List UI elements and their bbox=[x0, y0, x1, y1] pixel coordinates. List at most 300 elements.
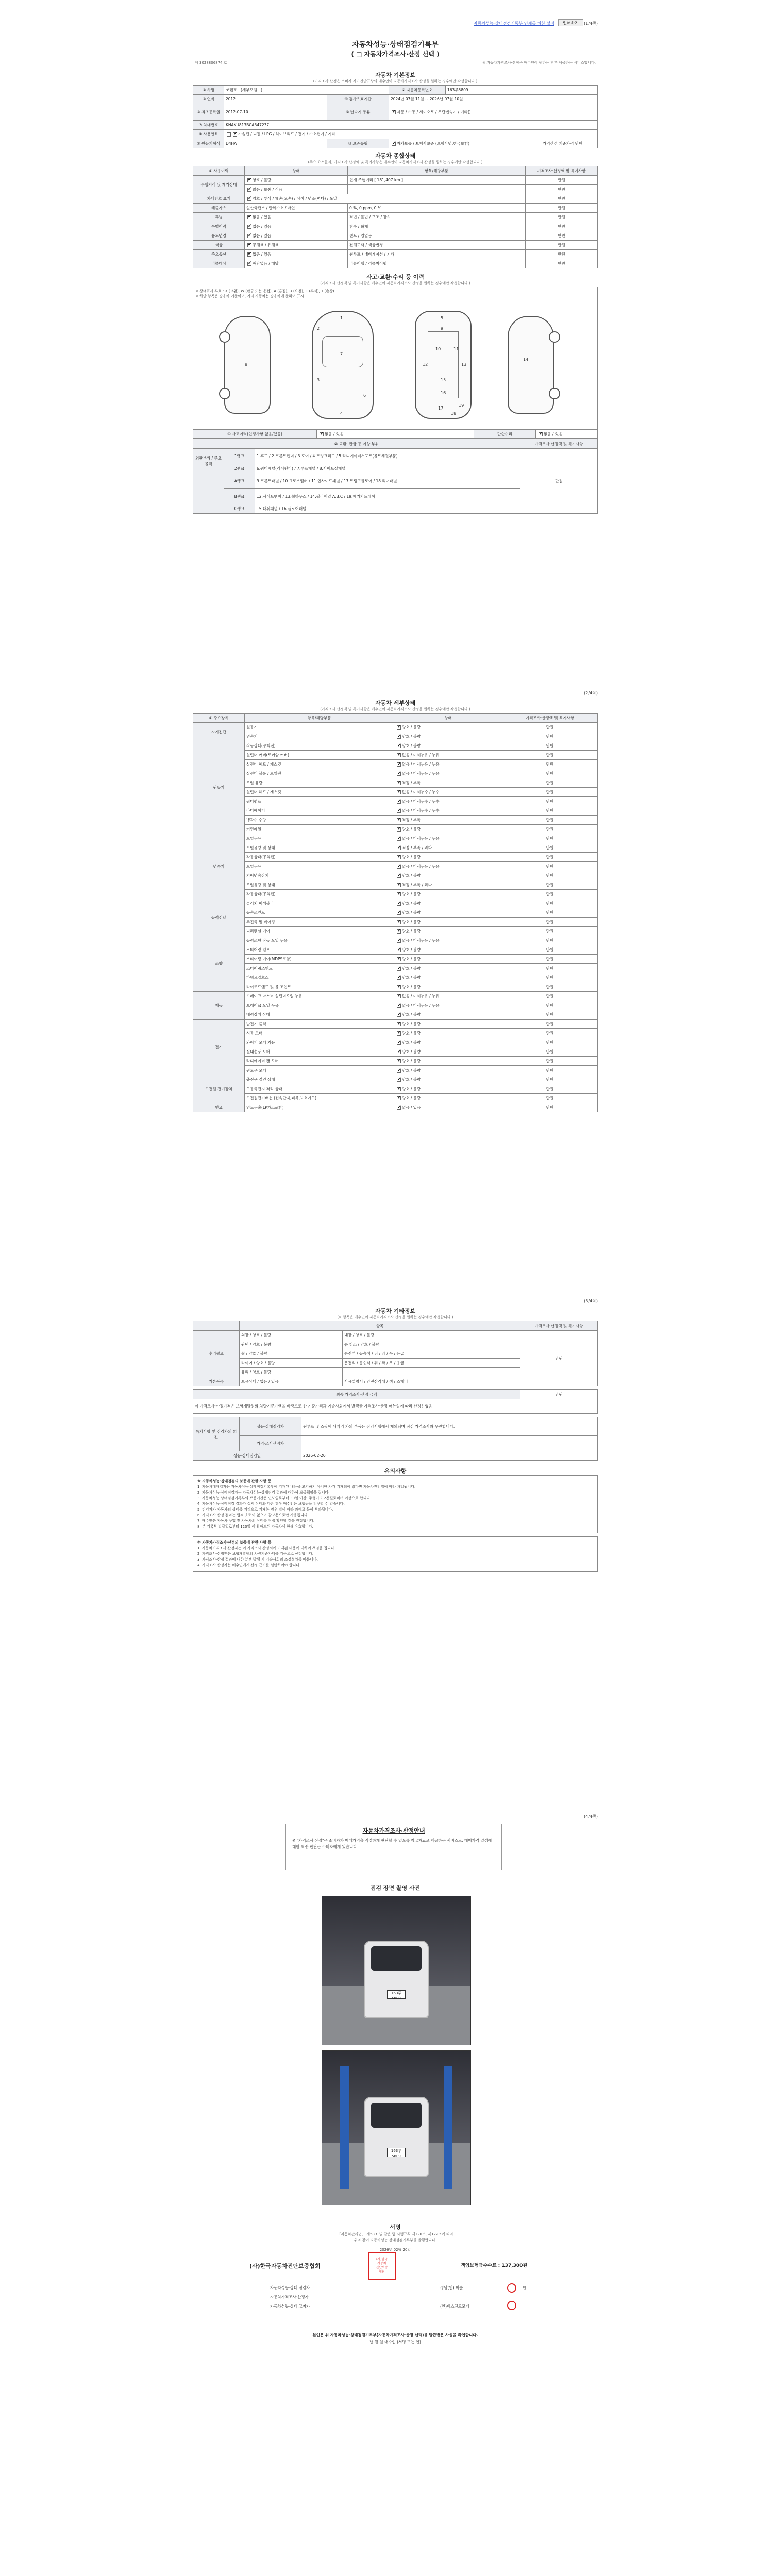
status-checkbox[interactable] bbox=[397, 1106, 401, 1110]
status-checkbox[interactable] bbox=[397, 846, 401, 850]
status-row: 용도변경 ✔ 없음 / 있음 렌트 / 영업용 만원 bbox=[193, 231, 598, 241]
status-row: 주행거리 및 계기상태 ✔양호 / 불량 현재 주행거리 [ 181,407 km ] 만원 bbox=[193, 176, 598, 185]
status-checkbox[interactable] bbox=[397, 827, 401, 832]
status-checkbox[interactable] bbox=[397, 1096, 401, 1100]
detail-item-status: ✔ 없음 / 미세누수 / 누수 bbox=[394, 788, 502, 797]
status-checkbox[interactable] bbox=[397, 1022, 401, 1026]
status-checkbox[interactable] bbox=[397, 892, 401, 896]
notes-title: 유의사항 bbox=[384, 1468, 407, 1475]
detail-item-status: ✔ 양호 / 불량 bbox=[394, 1066, 502, 1075]
car-side-right bbox=[508, 316, 554, 414]
notice-price: ※ 자동차가격조사·산정의 보증에 관한 사항 등 1. 자동차가격조사·산정자는 이 가격조사·산정서에 기재된 내용에 대하여 책임을 집니다. 2. 가격조사·산정액은 보험개발원의 차량기준가액을 기준으로 산정합니다. 3. 가격조사·산정 결과에 대한 분쟁 발생 시 기술사회의 조정절차를 따릅니다. 4. 가격조사·산정자는 매수인에게 산정 근거를 설명하여야 합니다. bbox=[193, 1536, 598, 1572]
detail-item-price: 만원 bbox=[502, 899, 598, 908]
status-checkbox[interactable] bbox=[397, 772, 401, 776]
receipt-sign-line: 년 월 일 매수인 (서명 또는 인) bbox=[369, 2340, 421, 2344]
detail-group-label: 제동 bbox=[193, 992, 245, 1020]
status-checkbox[interactable] bbox=[397, 883, 401, 887]
detail-item-label: 오일 유량 bbox=[245, 778, 394, 788]
car-frame-inner bbox=[428, 331, 459, 398]
other-row: 광택 / 양호 / 불량 룸 청소 / 양호 / 불량 bbox=[193, 1340, 598, 1349]
detail-item-price: 만원 bbox=[502, 1075, 598, 1084]
detail-row bbox=[193, 825, 598, 834]
status-row: 배출가스 일산화탄소 / 탄화수소 / 매연 0 %, 0 ppm, 0 % 만원 bbox=[193, 204, 598, 213]
detail-row bbox=[193, 1010, 598, 1020]
detail-row bbox=[193, 880, 598, 890]
detail-item-status: ✔ 없음 / 있음 bbox=[394, 1103, 502, 1112]
detail-item-price: 만원 bbox=[502, 797, 598, 806]
other-row: 기본품목 보유상태 / 없음 / 있음 사용설명서 / 안전삼각대 / 잭 / 스패너 bbox=[193, 1377, 598, 1386]
detail-item-price: 만원 bbox=[502, 834, 598, 843]
detail-item-price: 만원 bbox=[502, 788, 598, 797]
detail-item-label: 작동상태(공회전) bbox=[245, 890, 394, 899]
detail-item-price: 만원 bbox=[502, 723, 598, 732]
vin: KNAKU813BCA347237 bbox=[224, 121, 598, 130]
detail-item-status: ✔ 없음 / 미세누유 / 누유 bbox=[394, 992, 502, 1001]
detail-row bbox=[193, 992, 598, 1001]
detail-item-label: 클러치 어셈블리 bbox=[245, 899, 394, 908]
status-checkbox[interactable] bbox=[397, 1069, 401, 1073]
status-checkbox[interactable] bbox=[397, 1004, 401, 1008]
detail-item-status: ✔ 양호 / 불량 bbox=[394, 732, 502, 741]
detail-row bbox=[193, 769, 598, 778]
detail-group-label: 연료 bbox=[193, 1103, 245, 1112]
status-checkbox[interactable] bbox=[397, 948, 401, 952]
detail-item-status: ✔ 양호 / 불량 bbox=[394, 825, 502, 834]
detail-row bbox=[193, 1047, 598, 1057]
detail-row bbox=[193, 862, 598, 871]
status-checkbox[interactable] bbox=[397, 911, 401, 915]
status-checkbox[interactable] bbox=[397, 809, 401, 813]
status-row: ✔많음 / 보통 / 적음 만원 bbox=[193, 185, 598, 194]
detail-item-label: 라디에이터 팬 모터 bbox=[245, 1057, 394, 1066]
label-reg-number: ② 자동차등록번호 bbox=[389, 86, 446, 95]
detail-item-label: 라디에이터 bbox=[245, 806, 394, 816]
detail-item-label: 동력조향 작동 오일 누유 bbox=[245, 936, 394, 945]
detail-row bbox=[193, 982, 598, 992]
damage-parts-table: ② 교환, 판금 등 이상 부위 가격조사·산정액 및 특기사항 외판부위 / 주요골격 1랭크 1.후드 / 2.프론트펜더 / 3.도어 / 4.트렁크리드 / 5.라디에이터서포트(볼트체결부품) 만원 2랭크 6.쿼터패널(리어펜더) / 7.루프패널 / 8.사이드실패널 A랭크 9.프론트패널 / 10.크로스멤버 / 11.인사이드패널 / 17.트렁크플로어 / 18.리어패널 B랭크 12.사이드멤버 / 13.휠하우스 / 14.필러패널 A,B,C / 19.패키지트레이 C랭크 15.대쉬패널 / 16.플로어패널 bbox=[193, 439, 598, 514]
detail-item-price: 만원 bbox=[502, 862, 598, 871]
detail-item-price: 만원 bbox=[502, 992, 598, 1001]
detail-row bbox=[193, 1066, 598, 1075]
detail-item-label: 디퍼렌셜 기어 bbox=[245, 927, 394, 936]
detail-item-label: 와이퍼 모터 기능 bbox=[245, 1038, 394, 1047]
status-checkbox[interactable] bbox=[397, 929, 401, 934]
detail-item-label: 실린더 헤드 / 개스킷 bbox=[245, 788, 394, 797]
detail-row bbox=[193, 1020, 598, 1029]
accident-history-label: ① 사고이력(인정사항 없음/있음) bbox=[193, 430, 317, 439]
other-info-title: 자동차 기타정보 bbox=[375, 1308, 416, 1314]
detail-item-price: 만원 bbox=[502, 778, 598, 788]
status-checkbox[interactable] bbox=[397, 920, 401, 924]
detail-row bbox=[193, 788, 598, 797]
detail-item-status: ✔ 양호 / 불량 bbox=[394, 723, 502, 732]
status-checkbox[interactable] bbox=[397, 874, 401, 878]
detail-item-price: 만원 bbox=[502, 806, 598, 816]
document-subtitle: ( □ 자동차가격조사·산정 선택 ) bbox=[351, 50, 440, 58]
detail-item-status: ✔ 양호 / 불량 bbox=[394, 964, 502, 973]
company-stamp-icon: (사)한국 자동차 진단보증 협회 bbox=[368, 2252, 396, 2280]
detail-item-label: 커먼레일 bbox=[245, 825, 394, 834]
detail-item-status: ✔ 양호 / 불량 bbox=[394, 899, 502, 908]
status-checkbox[interactable] bbox=[397, 985, 401, 989]
detail-group-label: 고전원 전기장치 bbox=[193, 1075, 245, 1103]
detail-item-label: 스티어링 기어(MDPS포함) bbox=[245, 955, 394, 964]
detail-item-status: ✔ 양호 / 불량 bbox=[394, 1029, 502, 1038]
status-checkbox[interactable] bbox=[397, 967, 401, 971]
print-settings-link[interactable]: 자동차성능·상태점검기록부 인쇄를 위한 설정 bbox=[473, 21, 554, 26]
signer-labels: 자동차성능·상태 점검자 자동차가격조사·산정자 자동차성능·상태 고지자 bbox=[270, 2285, 310, 2309]
detail-row bbox=[193, 964, 598, 973]
detail-row bbox=[193, 927, 598, 936]
status-row: 튜닝 ✔ 없음 / 있음 적법 / 불법 / 구조 / 장치 만원 bbox=[193, 213, 598, 222]
detail-group-label: 변속기 bbox=[193, 834, 245, 899]
detail-item-price: 만원 bbox=[502, 880, 598, 890]
detail-item-status: ✔ 양호 / 불량 bbox=[394, 1084, 502, 1094]
detail-item-status: ✔ 없음 / 미세누유 / 누유 bbox=[394, 936, 502, 945]
detail-item-price: 만원 bbox=[502, 741, 598, 751]
detail-row bbox=[193, 741, 598, 751]
accident-history-table: ① 사고이력(인정사항 없음/있음) ✔ 없음 / 있음 단순수리 ✔ 없음 / 있음 bbox=[193, 429, 598, 439]
status-checkbox[interactable] bbox=[397, 753, 401, 757]
status-checkbox[interactable] bbox=[397, 790, 401, 794]
detail-item-status: ✔ 없음 / 미세누유 / 누유 bbox=[394, 760, 502, 769]
detail-item-label: 변속기 bbox=[245, 732, 394, 741]
overall-status-note: (주요 요소들과, 가격조사·산정액 및 특기사항은 매수인이 자동차가격조사·산정을 원하는 경우에만 작성합니다.) bbox=[308, 160, 483, 164]
base-price: 가격산정 기준가격 만원 bbox=[541, 139, 598, 148]
status-checkbox[interactable] bbox=[397, 725, 401, 730]
detail-item-price: 만원 bbox=[502, 871, 598, 880]
signer-names: 정남(인) 이순 (인)비스랜드모터 bbox=[440, 2285, 469, 2309]
detail-item-label: 등속조인트 bbox=[245, 908, 394, 918]
detail-row bbox=[193, 1029, 598, 1038]
transmission-options: ✔ 자동 / 수동 / 세미오토 / 무단변속기 / 기타() bbox=[389, 104, 598, 121]
status-checkbox[interactable] bbox=[397, 1078, 401, 1082]
detail-row bbox=[193, 751, 598, 760]
detail-item-status: ✔ 양호 / 불량 bbox=[394, 1057, 502, 1066]
status-checkbox[interactable] bbox=[397, 1059, 401, 1063]
detail-item-price: 만원 bbox=[502, 760, 598, 769]
detail-item-status: ✔ 양호 / 불량 bbox=[394, 908, 502, 918]
page-3: (3/4쪽) 자동차 기타정보 (※ 항목은 매수인이 자동차가격조사·산정을 원하는 경우에만 작성합니다.) 항목 가격조사·산정액 및 특기사항 수리필요 외장 / 양호 / 불량 내장 / 양호 / 불량 만원 광택 / 양호 / 불량 룸 청소 / 양호 / 불량 휠 / 양호 / 불량 운전석 / 동승석 / 뒤 / 좌 / 우 / 응급 타이어 / 양호 / 불량 운전석 / 동승석 / 뒤 / 좌 / 우 / 응급 유리 / 양호 / 불량 기본품목 보유상태 / 없음 / 있음 사용설명서 / 안전삼각대 / 잭 / 스패너 최종 가격조사·산정 금액 만원 이 가격조사·산정가격은 보험개발원의 차량기준가액을 바탕으로 한 기준가격과 기술사회에서 발행한 가격조사·산정 매뉴얼에 따라 산정하였음 특기사항 및 점검자의 의견 성능·상태점검자 썬루프 및 스팟에 뒤짝리 가의 부품은 점검시행에서 제외되며 점검 가격조사와 무관합니다. 가격·조사산정자 성능·상태점검일 2026-02-20 유의사항 ※ 자동차성능·상태점검의 보증에 관한 사항 등 1. 자동차매매업자는 자동차성능·상태점검기록부에 기재된 내용을 고지하지 아니한 자가 기재되어 있다면 자동차관리법에 따라 처벌됩니다. 2. 자동차성능·상태점검자는 자동차성능·상태점검 결과에 대하여 보증책임을 집니다. 3. 자동차성능·상태점검기록부의 보증기간은 인도일로부터 30일 이상, 주행거리 2천킬로미터 이상으로 합니다. 4. 자동차성능·상태점검 결과가 실제 상태와 다른 경우 매수인은 보험금을 청구할 수 있습니다. 5. 점검자가 자동차의 상태를 거짓으로 기재한 경우 법에 따라 과태료 등이 부과됩니다. 6. 가격조사·산정 결과는 법적 효력이 없으며 참고용으로만 사용됩니다. 7. 매수인은 자동차 구입 전 자동차의 상태를 직접 확인할 것을 권장합니다. 8. 본 기록부 발급일로부터 120일 이내 매도된 자동차에 한해 유효합니다. ※ 자동차가격조사·산정의 보증에 관한 사항 등 1. 자동차가격조사·산정자는 이 가격조사·산정서에 기재된 내용에 대하여 책임을 집니다. 2. 가격조사·산정액은 보험개발원의 차량기준가액을 기준으로 산정합니다. 3. 가격조사·산정 결과에 대한 분쟁 발생 시 기술사회의 조정절차를 따릅니다. 4. 가격조사·산정자는 매수인에게 산정 근거를 설명하여야 합니다. bbox=[193, 1298, 598, 1793]
accident-legend: ※ 상태표시 부호 : X (교환), W (판금 또는 용접), A (흠집), U (요철), C (부식), T (손상) bbox=[195, 289, 334, 293]
detail-row bbox=[193, 945, 598, 955]
receipt-confirmation: 본인은 위 자동차성능·상태점검기록부(자동차가격조사·산정 선택)를 발급받은 사실을 확인합니다. bbox=[193, 2329, 598, 2338]
license-plate: 163루5809 bbox=[387, 1990, 406, 1999]
detail-row bbox=[193, 1001, 598, 1010]
detail-item-status: ✔ 양호 / 불량 bbox=[394, 927, 502, 936]
detail-item-price: 만원 bbox=[502, 918, 598, 927]
detail-title: 자동차 세부상태 bbox=[375, 700, 416, 706]
final-price-title: 최종 가격조사·산정 금액 bbox=[193, 1390, 520, 1399]
detail-item-price: 만원 bbox=[502, 890, 598, 899]
detail-item-label: 브레이크 마스터 실린더오일 누유 bbox=[245, 992, 394, 1001]
detail-item-price: 만원 bbox=[502, 1084, 598, 1094]
other-row: 유리 / 양호 / 불량 bbox=[193, 1368, 598, 1377]
detail-group-label: 자기진단 bbox=[193, 723, 245, 741]
fuel-options: ✔ 가솔린 / 디젤 / LPG / 하이브리드 / 전기 / 수소전기 / 기타 bbox=[224, 130, 598, 139]
wheel-icon bbox=[219, 331, 230, 343]
detail-item-label: 실린더 커버(로커암 커버) bbox=[245, 751, 394, 760]
detail-item-price: 만원 bbox=[502, 982, 598, 992]
page-number: (1/4쪽) bbox=[584, 21, 598, 26]
basic-info-note: (가격조사·산정은 소비자 자가진단표상의 매수인이 자동차가격조사·산정을 원하는 경우에만 작성합니다.) bbox=[313, 79, 478, 83]
detail-note: (가격조사·산정액 및 특기사항은 매수인이 자동차가격조사·산정을 원하는 경우에만 작성합니다.) bbox=[320, 707, 470, 711]
detail-item-price: 만원 bbox=[502, 945, 598, 955]
status-row: 주요옵션 ✔ 없음 / 있음 썬루프 / 네비게이션 / 기타 만원 bbox=[193, 250, 598, 259]
detail-row bbox=[193, 797, 598, 806]
detail-group-label: 전기 bbox=[193, 1020, 245, 1075]
detail-item-status: ✔ 없음 / 미세누유 / 누유 bbox=[394, 751, 502, 760]
accident-title: 사고·교환·수리 등 이력 bbox=[366, 274, 424, 280]
detail-group-label: 원동기 bbox=[193, 741, 245, 834]
detail-item-status: ✔ 양호 / 불량 bbox=[394, 853, 502, 862]
header-note: ※ 자동차가격조사·산정은 매수인이 원하는 경우 제공하는 서비스입니다. bbox=[482, 61, 596, 65]
car-damage-diagram: 1 2 3 4 5 6 7 8 9 10 11 12 13 14 15 16 17 18 19 bbox=[193, 300, 598, 429]
detail-item-label: 냉각수 수량 bbox=[245, 816, 394, 825]
detail-row bbox=[193, 890, 598, 899]
detail-item-status: ✔ 양호 / 불량 bbox=[394, 973, 502, 982]
seal-icon bbox=[507, 2301, 516, 2310]
detail-row bbox=[193, 806, 598, 816]
detail-item-label: 작동상태(공회전) bbox=[245, 853, 394, 862]
reg-number: 163루5809 bbox=[446, 86, 598, 95]
detail-item-label: 구동축전지 격리 상태 bbox=[245, 1084, 394, 1094]
detail-item-label: 오일누유 bbox=[245, 834, 394, 843]
status-checkbox[interactable] bbox=[397, 800, 401, 804]
detail-item-label: 고전원전기배선 (접속단자,피복,보호기구) bbox=[245, 1094, 394, 1103]
detail-item-price: 만원 bbox=[502, 1020, 598, 1029]
model-year: 2012 bbox=[224, 95, 327, 104]
detail-item-status: ✔ 없음 / 미세누수 / 누수 bbox=[394, 806, 502, 816]
detail-item-status: ✔ 적정 / 부족 bbox=[394, 778, 502, 788]
detail-item-price: 만원 bbox=[502, 1010, 598, 1020]
status-checkbox[interactable] bbox=[397, 818, 401, 822]
detail-item-label: 실내송풍 모터 bbox=[245, 1047, 394, 1057]
detail-item-status: ✔ 양호 / 불량 bbox=[394, 945, 502, 955]
status-checkbox[interactable] bbox=[397, 1013, 401, 1017]
detail-item-price: 만원 bbox=[502, 769, 598, 778]
detail-item-label: 타이로드엔드 및 볼 조인트 bbox=[245, 982, 394, 992]
detail-item-price: 만원 bbox=[502, 816, 598, 825]
status-checkbox[interactable] bbox=[397, 744, 401, 748]
detail-row bbox=[193, 723, 598, 732]
status-row: 리콜대상 ✔ 해당없음 / 해당 리콜이행 / 리콜미이행 만원 bbox=[193, 259, 598, 268]
detail-item-price: 만원 bbox=[502, 927, 598, 936]
document-title: 자동차성능·상태점검기록부 bbox=[352, 41, 439, 49]
detail-item-status: ✔ 양호 / 불량 bbox=[394, 1020, 502, 1029]
print-button[interactable]: 인쇄하기 bbox=[558, 19, 583, 26]
detail-row bbox=[193, 936, 598, 945]
status-checkbox[interactable] bbox=[397, 1031, 401, 1036]
other-row: 타이어 / 양호 / 불량 운전석 / 동승석 / 뒤 / 좌 / 우 / 응급 bbox=[193, 1359, 598, 1368]
wheel-icon bbox=[219, 388, 230, 399]
detail-row bbox=[193, 955, 598, 964]
detail-item-price: 만원 bbox=[502, 973, 598, 982]
status-checkbox[interactable] bbox=[397, 902, 401, 906]
detail-item-label: 작동상태(공회전) bbox=[245, 741, 394, 751]
detail-item-price: 만원 bbox=[502, 732, 598, 741]
detail-item-status: ✔ 양호 / 불량 bbox=[394, 982, 502, 992]
detail-item-label: 실린더 블록 / 오일팬 bbox=[245, 769, 394, 778]
detail-row bbox=[193, 760, 598, 769]
status-checkbox[interactable] bbox=[397, 957, 401, 961]
detail-row bbox=[193, 1038, 598, 1047]
issuer-name: (사)한국자동차진단보증협회 bbox=[249, 2263, 321, 2269]
status-row: 특별이력 ✔ 없음 / 있음 침수 / 화재 만원 bbox=[193, 222, 598, 231]
page-1: 자동차성능·상태점검기록부 ( □ 자동차가격조사·산정 선택 ) 제 3028806874 호 ※ 자동차가격조사·산정은 매수인이 원하는 경우 제공하는 서비스입니다. 자동차 기본정보 (가격조사·산정은 소비자 자가진단표상의 매수인이 자동차가격조사·산정을 원하는 경우에만 작성합니다.) ① 차명 쏘렌토 (세부모델 : ) ② 자동차등록번호 163루5809 ③ 연식 2012 ④ 검사유효기간 2024년 07월 11일 ~ 2026년 07월 10일 ⑤ 최초등록일 2012-07-10 ⑥ 변속기 종류 ✔ 자동 / 수동 / 세미오토 / 무단변속기 / 기타() ⑦ 차대번호 KNAKU813BCA347237 ⑧ 사용연료 ✔ 가솔린 / 디젤 / LPG / 하이브리드 / 전기 / 수소전기 / 기타 ⑨ 원동기형식 D4HA ⑩ 보증유형 ✔ 자가보증 / 보험사보증 (보험사명:한국보험) 가격산정 기준가격 만원 자동차 종합상태 (주요 요소들과, 가격조사·산정액 및 특기사항은 매수인이 자동차가격조사·산정을 원하는 경우에만 작성합니다.) ① 사용이력 상태 항목/해당부품 가격조사·산정액 및 특기사항 주행거리 및 계기상태 ✔양호 / 불량 현재 주행거리 [ 181,407 km ] 만원 ✔많음 / 보통 / 적음 만원 차대번호 표기 ✔ 양호 / 부식 / 훼손(오손) / 상이 / 변조(변타) / 도말 만원 배출가스 일산화탄소 / 탄화수소 / 매연 0 %, 0 ppm, 0 % 만원 튜닝 ✔ 없음 / 있음 적법 / 불법 / 구조 / 장치 만원 특별이력 ✔ 없음 / 있음 침수 / 화재 만원 용도변경 ✔ 없음 / 있음 렌트 / 영업용 만원 색상 ✔ 무채색 / 유채색 전체도색 / 색상변경 만원 주요옵션 ✔ 없음 / 있음 썬루프 / 네비게이션 / 기타 만원 리콜대상 ✔ 해당없음 / 해당 리콜이행 / 리콜미이행 만원 사고·교환·수리 등 이력 (가격조사·산정액 및 특기사항은 매수인이 자동차가격조사·산정을 원하는 경우에만 작성합니다.) ※ 상태표시 부호 : X (교환), W (판금 또는 용접), A (흠집), U (요철), C (부식), T (손상) ※ 하단 항목은 승용차 기준이며, 기타 자동차는 승용차에 준하여 표시 1 2 3 4 5 6 7 8 9 10 11 12 13 14 15 16 17 18 19 ① 사고이력(인정사항 없음/있음) ✔ 없음 / 있음 단순수리 ✔ 없음 / 있음 ② 교환, 판금 등 이상 부위 가격조사·산정액 및 특기사항 외판부위 / 주요골격 1랭크 1.후드 / 2.프론트펜더 / 3.도어 / 4.트렁크리드 / 5.라디에이터서포트(볼트체결부품) 만원 2랭크 6.쿼터패널(리어펜더) / 7.루프패널 / 8.사이드실패널 A랭크 9.프론트패널 / 10.크로스멤버 / 11.인사이드패널 / 17.트렁크플로어 / 18.리어패널 B랭크 12.사이드멤버 / 13.휠하우스 / 14.필러패널 A,B,C / 19.패키지트레이 C랭크 15.대쉬패널 / 16.플로어패널 bbox=[193, 29, 598, 699]
status-checkbox[interactable] bbox=[397, 762, 401, 767]
detail-item-price: 만원 bbox=[502, 1047, 598, 1057]
detail-item-label: 파워고압호스 bbox=[245, 973, 394, 982]
basic-info-table: ① 차명 쏘렌토 (세부모델 : ) ② 자동차등록번호 163루5809 ③ 연식 2012 ④ 검사유효기간 2024년 07월 11일 ~ 2026년 07월 10일 ⑤ 최초등록일 2012-07-10 ⑥ 변속기 종류 ✔ 자동 / 수동 / 세미오토 / 무단변속기 / 기타() ⑦ 차대번호 KNAKU813BCA347237 ⑧ 사용연료 ✔ 가솔린 / 디젤 / LPG / 하이브리드 / 전기 / 수소전기 / 기타 ⑨ 원동기형식 D4HA ⑩ 보증유형 ✔ 자가보증 / 보험사보증 (보험사명:한국보험) 가격산정 기준가격 만원 bbox=[193, 85, 598, 148]
status-checkbox[interactable] bbox=[397, 976, 401, 980]
detail-item-label: 윈도우 모터 bbox=[245, 1066, 394, 1075]
detail-row bbox=[193, 853, 598, 862]
detail-item-price: 만원 bbox=[502, 853, 598, 862]
status-checkbox[interactable] bbox=[397, 837, 401, 841]
insurance-fee: 책임보험금수수료 : 137,300원 bbox=[461, 2263, 528, 2268]
detail-item-price: 만원 bbox=[502, 1103, 598, 1112]
other-info-note: (※ 항목은 매수인이 자동차가격조사·산정을 원하는 경우에만 작성합니다.) bbox=[337, 1315, 453, 1319]
detail-item-price: 만원 bbox=[502, 1001, 598, 1010]
detail-item-label: 기어변속장치 bbox=[245, 871, 394, 880]
page-2: (2/4쪽) 자동차 세부상태 (가격조사·산정액 및 특기사항은 매수인이 자동차가격조사·산정을 원하는 경우에만 작성합니다.) ① 주요장치 항목/해당부품 상태 가격조사·산정액 및 특기사항 자기진단 원동기 ✔ 양호 / 불량 만원 변속기 ✔ 양호 / 불량 만원 원동기 작동상태(공회전) ✔ 양호 / 불량 만원 실린더 커버(로커암 커버) ✔ 없음 / 미세누유 / 누유 만원 실린더 헤드 / 개스킷 ✔ 없음 / 미세누유 / 누유 만원 실린더 블록 / 오일팬 ✔ 없음 / 미세누유 / 누유 만원 오일 유량 ✔ 적정 / 부족 만원 실린더 헤드 / 개스킷 ✔ 없음 / 미세누수 / 누수 만원 워터펌프 ✔ 없음 / 미세누수 / 누수 만원 라디에이터 ✔ 없음 / 미세누수 / 누수 만원 냉각수 수량 ✔ 적정 / 부족 만원 커먼레일 ✔ 양호 / 불량 만원 변속기 오일누유 ✔ 없음 / 미세누유 / 누유 만원 오일유량 및 상태 ✔ 적정 / 부족 / 과다 만원 작동상태(공회전) ✔ 양호 / 불량 만원 오일누유 ✔ 없음 / 미세누유 / 누유 만원 기어변속장치 ✔ 양호 / 불량 만원 오일유량 및 상태 ✔ 적정 / 부족 / 과다 만원 작동상태(공회전) ✔ 양호 / 불량 만원 동력전달 클러치 어셈블리 ✔ 양호 / 불량 만원 등속조인트 ✔ 양호 / 불량 만원 추진축 및 베어링 ✔ 양호 / 불량 만원 디퍼렌셜 기어 ✔ 양호 / 불량 만원 조향 동력조향 작동 오일 누유 ✔ 없음 / 미세누유 / 누유 만원 스티어링 펌프 ✔ 양호 / 불량 만원 스티어링 기어(MDPS포함) ✔ 양호 / 불량 만원 스티어링조인트 ✔ 양호 / 불량 만원 파워고압호스 ✔ 양호 / 불량 만원 타이로드엔드 및 볼 조인트 ✔ 양호 / 불량 만원 제동 브레이크 마스터 실린더오일 누유 ✔ 없음 / 미세누유 / 누유 만원 브레이크 오일 누유 ✔ 없음 / 미세누유 / 누유 만원 배력장치 상태 ✔ 양호 / 불량 만원 전기 발전기 출력 ✔ 양호 / 불량 만원 시동 모터 ✔ 양호 / 불량 만원 와이퍼 모터 기능 ✔ 양호 / 불량 만원 실내송풍 모터 ✔ 양호 / 불량 만원 라디에이터 팬 모터 ✔ 양호 / 불량 만원 윈도우 모터 ✔ 양호 / 불량 만원 고전원 전기장치 충전구 절연 상태 ✔ 양호 / 불량 만원 구동축전지 격리 상태 ✔ 양호 / 불량 만원 고전원전기배선 (접속단자,피복,보호기구) ✔ 양호 / 불량 만원 연료 연료누출(LP가스포함) ✔ 없음 / 있음 만원 bbox=[193, 690, 598, 1298]
detail-group-label: 조향 bbox=[193, 936, 245, 992]
photo-title: 점검 장면 촬영 사진 bbox=[370, 1885, 421, 1891]
checkbox-auto[interactable] bbox=[392, 110, 396, 114]
basic-info-title: 자동차 기본정보 bbox=[375, 72, 416, 78]
detail-row bbox=[193, 732, 598, 741]
detail-item-status: ✔ 양호 / 불량 bbox=[394, 1038, 502, 1047]
detail-row bbox=[193, 918, 598, 927]
detail-item-status: ✔ 양호 / 불량 bbox=[394, 1075, 502, 1084]
detail-item-status: ✔ 없음 / 미세누유 / 누유 bbox=[394, 862, 502, 871]
detail-item-status: ✔ 양호 / 불량 bbox=[394, 1094, 502, 1103]
detail-item-status: ✔ 없음 / 미세누수 / 누수 bbox=[394, 797, 502, 806]
detail-item-label: 스티어링조인트 bbox=[245, 964, 394, 973]
checkbox-diesel[interactable] bbox=[233, 132, 237, 137]
detail-item-price: 만원 bbox=[502, 843, 598, 853]
detail-item-label: 연료누출(LP가스포함) bbox=[245, 1103, 394, 1112]
status-checkbox[interactable] bbox=[397, 994, 401, 998]
detail-row bbox=[193, 1103, 598, 1112]
seal-icon bbox=[507, 2283, 516, 2293]
detail-row bbox=[193, 778, 598, 788]
detail-row bbox=[193, 1094, 598, 1103]
status-checkbox[interactable] bbox=[397, 1087, 401, 1091]
sign-date: 2026년 02월 20일 bbox=[379, 2248, 411, 2252]
detail-row bbox=[193, 1084, 598, 1094]
other-row: 휠 / 양호 / 불량 운전석 / 동승석 / 뒤 / 좌 / 우 / 응급 bbox=[193, 1349, 598, 1359]
detail-item-price: 만원 bbox=[502, 1029, 598, 1038]
detail-item-price: 만원 bbox=[502, 1038, 598, 1047]
status-checkbox[interactable] bbox=[397, 1050, 401, 1054]
detail-item-status: ✔ 없음 / 미세누유 / 누유 bbox=[394, 769, 502, 778]
detail-item-label: 오일유량 및 상태 bbox=[245, 880, 394, 890]
detail-row bbox=[193, 1075, 598, 1084]
detail-item-label: 브레이크 오일 누유 bbox=[245, 1001, 394, 1010]
detail-item-price: 만원 bbox=[502, 1057, 598, 1066]
detail-item-label: 오일누유 bbox=[245, 862, 394, 871]
detail-item-price: 만원 bbox=[502, 1094, 598, 1103]
special-note-table: 특기사항 및 점검자의 의견 성능·상태점검자 썬루프 및 스팟에 뒤짝리 가의 부품은 점검시행에서 제외되며 점검 가격조사와 무관합니다. 가격·조사산정자 성능·상태점검일 2026-02-20 bbox=[193, 1417, 598, 1461]
license-plate: 163루5809 bbox=[387, 2148, 406, 2157]
final-price-table bbox=[193, 1389, 598, 1414]
inspector-opinion: 썬루프 및 스팟에 뒤짝리 가의 부품은 점검시행에서 제외되며 점검 가격조사와 무관합니다. bbox=[301, 1417, 598, 1436]
status-checkbox[interactable] bbox=[397, 855, 401, 859]
first-registration: 2012-07-10 bbox=[224, 104, 327, 121]
detail-item-label: 워터펌프 bbox=[245, 797, 394, 806]
price-guide-box: 자동차가격조사·산정안내 ※ "가격조사·산정"은 소비자가 매매가격을 적정하게 판단할 수 있도록 참고자료로 제공하는 서비스로, 매매가격 결정에 대한 최종 판단은 소비자에게 있습니다. bbox=[285, 1824, 502, 1870]
document-number: 제 3028806874 호 bbox=[195, 61, 227, 65]
detail-item-label: 배력장치 상태 bbox=[245, 1010, 394, 1020]
status-checkbox[interactable] bbox=[397, 939, 401, 943]
sign-note: 「자동차관리법」 제58조 및 같은 법 시행규칙 제120조, 제122조에 따라 위와 같이 자동차성능·상태점검기록부를 발행합니다. 2026년 02월 20일 bbox=[193, 2232, 598, 2253]
overall-status-title: 자동차 종합상태 bbox=[375, 152, 416, 159]
detail-item-status: ✔ 양호 / 불량 bbox=[394, 1047, 502, 1057]
detail-item-status: ✔ 적정 / 부족 bbox=[394, 816, 502, 825]
label-car-name: ① 차명 bbox=[193, 86, 224, 95]
overall-status-table: ① 사용이력 상태 항목/해당부품 가격조사·산정액 및 특기사항 주행거리 및 계기상태 ✔양호 / 불량 현재 주행거리 [ 181,407 km ] 만원 ✔많음 / 보통 / 적음 만원 차대번호 표기 ✔ 양호 / 부식 / 훼손(오손) / 상이 / 변조(변타) / 도말 만원 배출가스 일산화탄소 / 탄화수소 / 매연 0 %, 0 ppm, 0 % 만원 튜닝 ✔ 없음 / 있음 적법 / 불법 / 구조 / 장치 만원 특별이력 ✔ 없음 / 있음 침수 / 화재 만원 용도변경 ✔ 없음 / 있음 렌트 / 영업용 만원 색상 ✔ 무채색 / 유채색 전체도색 / 색상변경 만원 주요옵션 ✔ 없음 / 있음 썬루프 / 네비게이션 / 기타 만원 리콜대상 ✔ 해당없음 / 해당 리콜이행 / 리콜미이행 만원 bbox=[193, 166, 598, 268]
wheel-icon bbox=[549, 331, 560, 343]
final-price-unit: 만원 bbox=[520, 1390, 598, 1399]
status-checkbox[interactable] bbox=[397, 1041, 401, 1045]
detail-item-status: ✔ 적정 / 부족 / 과다 bbox=[394, 843, 502, 853]
detail-item-price: 만원 bbox=[502, 751, 598, 760]
detail-item-price: 만원 bbox=[502, 908, 598, 918]
status-checkbox[interactable] bbox=[397, 865, 401, 869]
other-info-table: 항목 가격조사·산정액 및 특기사항 수리필요 외장 / 양호 / 불량 내장 / 양호 / 불량 만원 광택 / 양호 / 불량 룸 청소 / 양호 / 불량 휠 / 양호 / 불량 운전석 / 동승석 / 뒤 / 좌 / 우 / 응급 타이어 / 양호 / 불량 운전석 / 동승석 / 뒤 / 좌 / 우 / 응급 유리 / 양호 / 불량 기본품목 보유상태 / 없음 / 있음 사용설명서 / 안전삼각대 / 잭 / 스패너 bbox=[193, 1321, 598, 1386]
detail-row bbox=[193, 1057, 598, 1066]
status-checkbox[interactable] bbox=[397, 735, 401, 739]
special-note-label: 특기사항 및 점검자의 의견 bbox=[193, 1417, 240, 1451]
wheel-icon bbox=[549, 388, 560, 399]
toolbar bbox=[193, 14, 598, 27]
detail-item-label: 발전기 출력 bbox=[245, 1020, 394, 1029]
detail-item-label: 추진축 및 베어링 bbox=[245, 918, 394, 927]
inspection-photo-rear bbox=[322, 2050, 471, 2205]
notice-warranty: ※ 자동차성능·상태점검의 보증에 관한 사항 등 1. 자동차매매업자는 자동차성능·상태점검기록부에 기재된 내용을 고지하지 아니한 자가 기재되어 있다면 자동차관리법에 따라 처벌됩니다. 2. 자동차성능·상태점검자는 자동차성능·상태점검 결과에 대하여 보증책임을 집니다. 3. 자동차성능·상태점검기록부의 보증기간은 인도일로부터 30일 이상, 주행거리 2천킬로미터 이상으로 합니다. 4. 자동차성능·상태점검 결과가 실제 상태와 다른 경우 매수인은 보험금을 청구할 수 있습니다. 5. 점검자가 자동차의 상태를 거짓으로 기재한 경우 법에 따라 과태료 등이 부과됩니다. 6. 가격조사·산정 결과는 법적 효력이 없으며 참고용으로만 사용됩니다. 7. 매수인은 자동차 구입 전 자동차의 상태를 직접 확인할 것을 권장합니다. 8. 본 기록부 발급일로부터 120일 이내 매도된 자동차에 한해 유효합니다. bbox=[193, 1475, 598, 1533]
detail-item-label: 충전구 절연 상태 bbox=[245, 1075, 394, 1084]
detail-item-status: ✔ 없음 / 미세누유 / 누유 bbox=[394, 834, 502, 843]
detail-item-status: ✔ 양호 / 불량 bbox=[394, 955, 502, 964]
car-name: 쏘렌토 bbox=[226, 88, 237, 92]
inspection-date: 2026-02-20 bbox=[301, 1451, 598, 1461]
detail-item-status: ✔ 적정 / 부족 / 과다 bbox=[394, 880, 502, 890]
detail-item-price: 만원 bbox=[502, 825, 598, 834]
detail-row bbox=[193, 908, 598, 918]
final-price-note: 이 가격조사·산정가격은 보험개발원의 차량기준가액을 바탕으로 한 기준가격과 기술사회에서 발행한 가격조사·산정 매뉴얼에 따라 산정하였음 bbox=[193, 1399, 598, 1414]
status-checkbox[interactable] bbox=[397, 781, 401, 785]
detail-item-label: 원동기 bbox=[245, 723, 394, 732]
status-row: 차대번호 표기 ✔ 양호 / 부식 / 훼손(오손) / 상이 / 변조(변타) / 도말 만원 bbox=[193, 194, 598, 204]
status-row: 색상 ✔ 무채색 / 유채색 전체도색 / 색상변경 만원 bbox=[193, 241, 598, 250]
accident-note: (가격조사·산정액 및 특기사항은 매수인이 자동차가격조사·산정을 원하는 경우에만 작성합니다.) bbox=[320, 281, 470, 285]
detail-row bbox=[193, 834, 598, 843]
detail-item-status: ✔ 양호 / 불량 bbox=[394, 871, 502, 880]
sign-title: 서명 bbox=[390, 2224, 401, 2230]
detail-row bbox=[193, 843, 598, 853]
warranty-type: ✔ 자가보증 / 보험사보증 (보험사명:한국보험) bbox=[389, 139, 541, 148]
detail-item-status: ✔ 양호 / 불량 bbox=[394, 918, 502, 927]
detail-item-status: ✔ 양호 / 불량 bbox=[394, 741, 502, 751]
detail-item-status: ✔ 없음 / 미세누유 / 누유 bbox=[394, 1001, 502, 1010]
detail-group-label: 동력전달 bbox=[193, 899, 245, 936]
detail-item-status: ✔ 양호 / 불량 bbox=[394, 1010, 502, 1020]
detail-item-price: 만원 bbox=[502, 936, 598, 945]
detail-row bbox=[193, 871, 598, 880]
detail-item-label: 실린더 헤드 / 개스킷 bbox=[245, 760, 394, 769]
